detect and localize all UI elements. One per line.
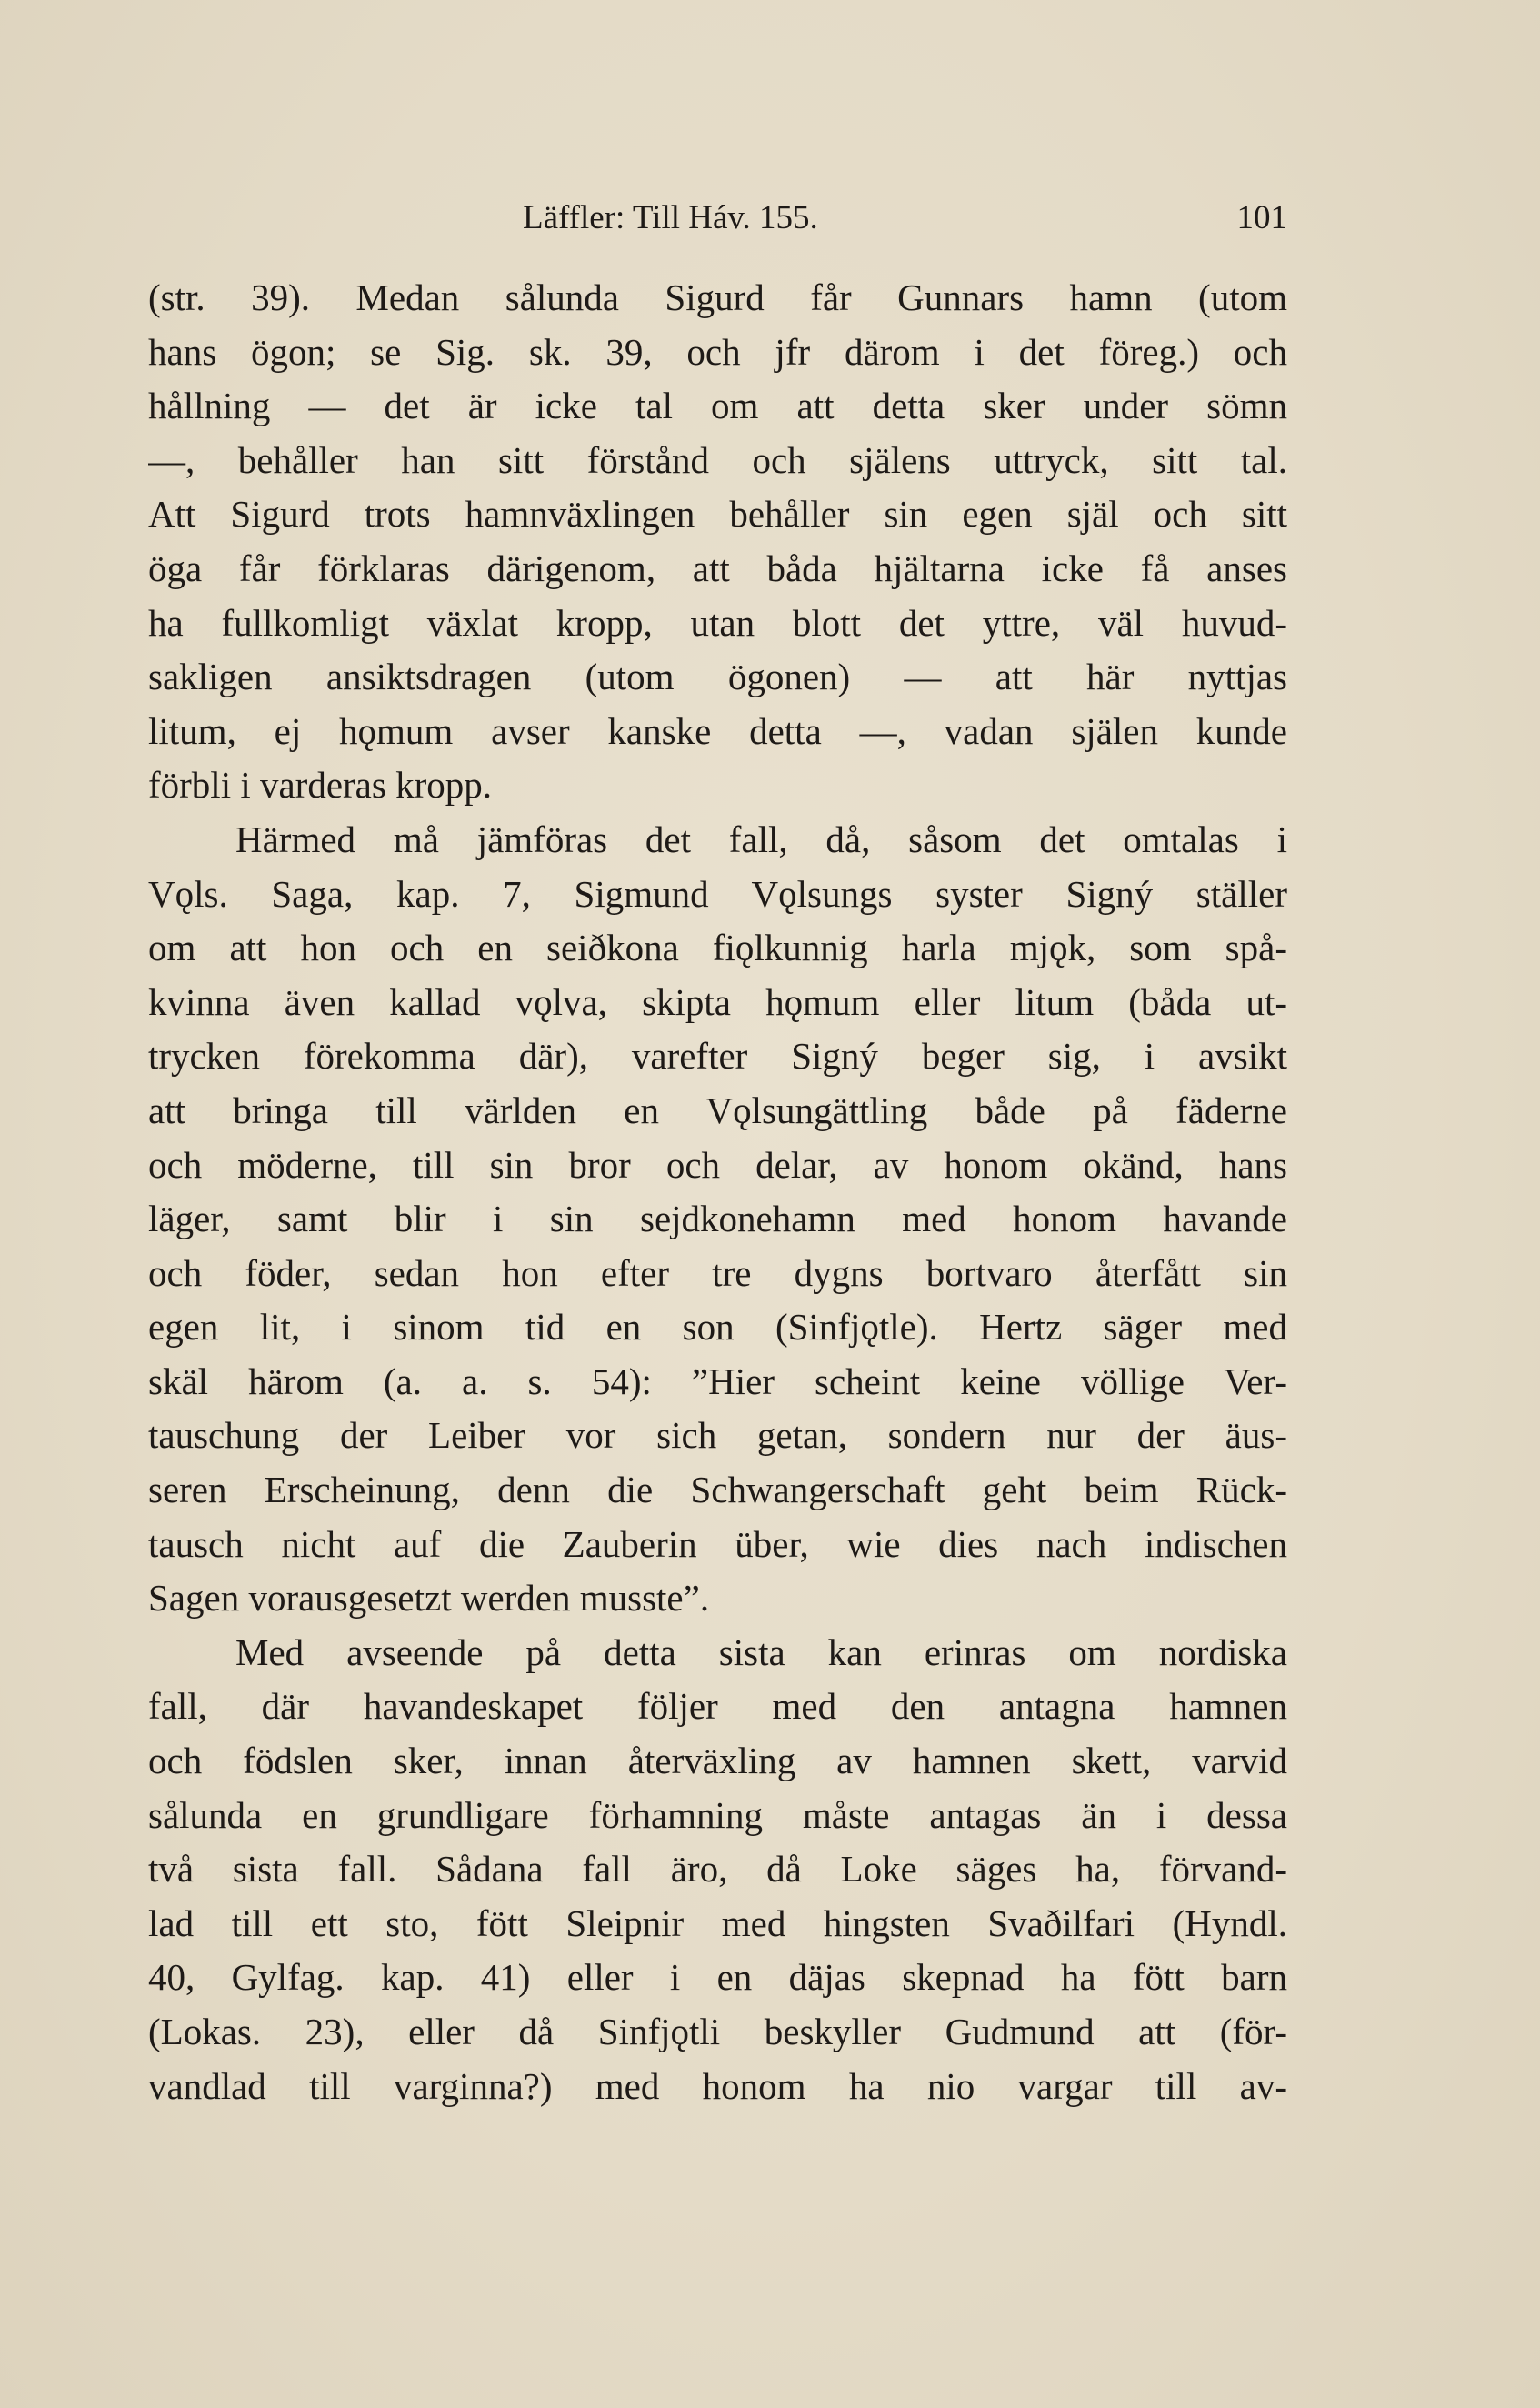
running-title: Läffler: Till Háv. 155. [523,199,818,236]
text-line: litum, ej hǫmum avser kanske detta —, vadan själen kunde [148,709,1287,752]
text-line: och födslen sker, innan återväxling av hamnen skett, varvid [148,1740,1287,1782]
text-line: seren Erscheinung, denn die Schwangerschaft geht beim Rück- [148,1469,1287,1511]
text-line: trycken förekomma där), varefter Signý beger sig, i avsikt [148,1035,1287,1078]
text-line: om att hon och en seiðkona fiǫlkunnig harla mjǫk, som spå- [148,927,1287,969]
text-line: och föder, sedan hon efter tre dygns bortvaro återfått sin [148,1251,1287,1294]
page-number: 101 [1236,199,1287,236]
text-line: Med avseende på detta sista kan erinras om nordiska [235,1630,1287,1673]
text-line: lad till ett sto, fött Sleipnir med hingsten Svaðilfari (Hyndl. [148,1901,1287,1944]
text-line: ha fullkomligt växlat kropp, utan blott det yttre, väl huvud- [148,601,1287,644]
text-line: skäl härom (a. a. s. 54): ”Hier scheint keine völlige Ver- [148,1360,1287,1402]
text-line: hans ögon; se Sig. sk. 39, och jfr därom i det föreg.) och [148,330,1287,373]
text-line: Att Sigurd trots hamnväxlingen behåller sin egen själ och sitt [148,493,1287,536]
text-line: hållning — det är icke tal om att detta sker under sömn [148,385,1287,427]
text-line: Härmed må jämföras det fall, då, såsom det omtalas i [235,818,1287,860]
text-line: två sista fall. Sådana fall äro, då Loke säges ha, förvand- [148,1848,1287,1891]
text-line: sålunda en grundligare förhamning måste antagas än i dessa [148,1793,1287,1836]
text-line: förbli i varderas kropp. [148,764,492,807]
text-line: Sagen vorausgesetzt werden musste”. [148,1577,710,1620]
text-line: öga får förklaras därigenom, att båda hjältarna icke få anses [148,547,1287,589]
text-line: Vǫls. Saga, kap. 7, Sigmund Vǫlsungs syster Signý ställer [148,872,1287,915]
text-line: att bringa till världen en Vǫlsungättling både på fäderne [148,1089,1287,1131]
text-line: sakligen ansiktsdragen (utom ögonen) — att här nyttjas [148,656,1287,698]
text-line: och möderne, till sin bror och delar, av honom okänd, hans [148,1143,1287,1186]
text-line: fall, där havandeskapet följer med den antagna hamnen [148,1685,1287,1728]
text-line: kvinna även kallad vǫlva, skipta hǫmum eller litum (båda ut- [148,980,1287,1023]
text-line: (str. 39). Medan sålunda Sigurd får Gunnars hamn (utom [148,276,1287,318]
running-header [148,198,1287,249]
text-line: (Lokas. 23), eller då Sinfjǫtli beskyller Gudmund att (för- [148,2011,1287,2052]
text-line: egen lit, i sinom tid en son (Sinfjǫtle). Hertz säger med [148,1306,1287,1349]
body-text [148,271,1287,2113]
text-line: —, behåller han sitt förstånd och själens uttryck, sitt tal. [148,438,1287,481]
text-line: tauschung der Leiber vor sich getan, sondern nur der äus- [148,1414,1287,1457]
text-line: 40, Gylfag. kap. 41) eller i en däjas skepnad ha fött barn [148,1956,1287,1999]
text-line: tausch nicht auf die Zauberin über, wie dies nach indischen [148,1522,1287,1565]
text-line: läger, samt blir i sin sejdkonehamn med honom havande [148,1198,1287,1240]
text-line: vandlad till varginna?) med honom ha nio vargar till av- [148,2064,1287,2107]
